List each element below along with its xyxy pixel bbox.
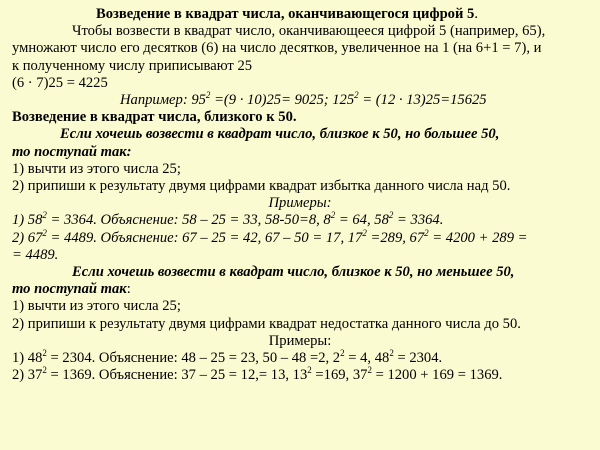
rule-less-colon: : (126, 281, 131, 298)
superscript: 2 (42, 365, 47, 376)
example-1-less (12, 350, 588, 367)
example-text: = 4200 + 289 = (428, 229, 528, 246)
rule-less-line2 (12, 281, 588, 298)
rule-less-text: то поступай так (12, 281, 127, 298)
example-text: 2) 67 (12, 229, 43, 246)
superscript: 2 (340, 348, 345, 359)
superscript: 2 (307, 365, 312, 376)
examples-heading-less: Примеры: (268, 332, 332, 349)
example-text: = 2304. Объяснение: 48 – 25 = 23, 50 – 48 =2, 2 (46, 350, 341, 367)
superscript: 2 (42, 210, 47, 221)
section1-title: Возведение в квадрат числа, оканчивающегося цифрой 5 (96, 6, 475, 22)
example-text: = 64, 58 (335, 212, 389, 229)
step1-less: 1) вычти из этого числа 25; (12, 298, 181, 315)
example-text: =(9 · 10)25= 9025; 125 (210, 92, 355, 109)
superscript: 2 (388, 210, 394, 221)
section1-paragraph-line1: Чтобы возвести в квадрат число, оканчивающееся цифрой 5 (например, 65), (72, 23, 546, 40)
superscript: 2 (389, 348, 394, 359)
example-2-less (12, 367, 588, 384)
example-text: = 4489. Объяснение: 67 – 25 = 42, 67 – 50 = 17, 17 (46, 229, 363, 246)
example-text: 1) 48 (12, 350, 43, 367)
section1-formula: (6 · 7)25 = 4225 (12, 74, 108, 91)
example-text: =289, 67 (366, 229, 425, 246)
step2-greater: 2) припиши к результату двумя цифрами квадрат избытка данного числа над 50. (12, 178, 511, 195)
example-text: = 1200 + 169 = 1369. (371, 367, 503, 384)
superscript: 2 (424, 227, 429, 238)
section1-example (12, 92, 588, 109)
example-1-greater (12, 212, 588, 229)
example-text: = 3364. (393, 212, 444, 229)
example-text: = 1369. Объяснение: 37 – 25 = 12,= 13, 13 (46, 367, 308, 384)
examples-heading-greater: Примеры: (268, 195, 332, 212)
superscript: 2 (362, 227, 367, 238)
example-text: = 3364. Объяснение: 58 – 25 = 33, 58-50=8, 8 (46, 212, 331, 229)
rule-greater-line2: то поступай так: (12, 143, 132, 160)
step1-greater: 1) вычти из этого числа 25; (12, 160, 181, 177)
section1-paragraph-line3: к полученному числу приписывают 25 (12, 57, 253, 74)
superscript: 2 (354, 90, 359, 101)
step2-less: 2) припиши к результату двумя цифрами квадрат недостатка данного числа до 50. (12, 315, 521, 332)
rule-less-line1: Если хочешь возвести в квадрат число, близкое к 50, но меньшее 50, (72, 264, 515, 281)
example-text: = 4, 48 (344, 350, 390, 367)
section1-paragraph-line2: умножают число его десятков (6) на число десятков, увеличенное на 1 (на 6+1 = 7), и (12, 40, 542, 57)
example-2-greater (12, 227, 588, 247)
rule-greater-line1: Если хочешь возвести в квадрат число, близкое к 50, но большее 50, (60, 126, 500, 143)
example-text: =169, 37 (311, 367, 368, 384)
superscript: 2 (205, 90, 211, 101)
superscript: 2 (42, 227, 47, 238)
section1-title-dot: . (474, 6, 478, 22)
example-text: Например: 95 (120, 92, 206, 109)
section1-title-line (12, 6, 588, 23)
example-text: = (12 · 13)25=15625 (358, 92, 487, 109)
superscript: 2 (42, 348, 47, 359)
superscript: 2 (367, 365, 372, 376)
section2-title: Возведение в квадрат числа, близкого к 50. (12, 109, 297, 126)
example-text: 2) 37 (12, 367, 43, 384)
superscript: 2 (330, 210, 336, 221)
example-text: = 2304. (393, 350, 443, 367)
example-2-greater-cont: = 4489. (12, 246, 59, 263)
example-text: 1) 58 (12, 212, 43, 229)
